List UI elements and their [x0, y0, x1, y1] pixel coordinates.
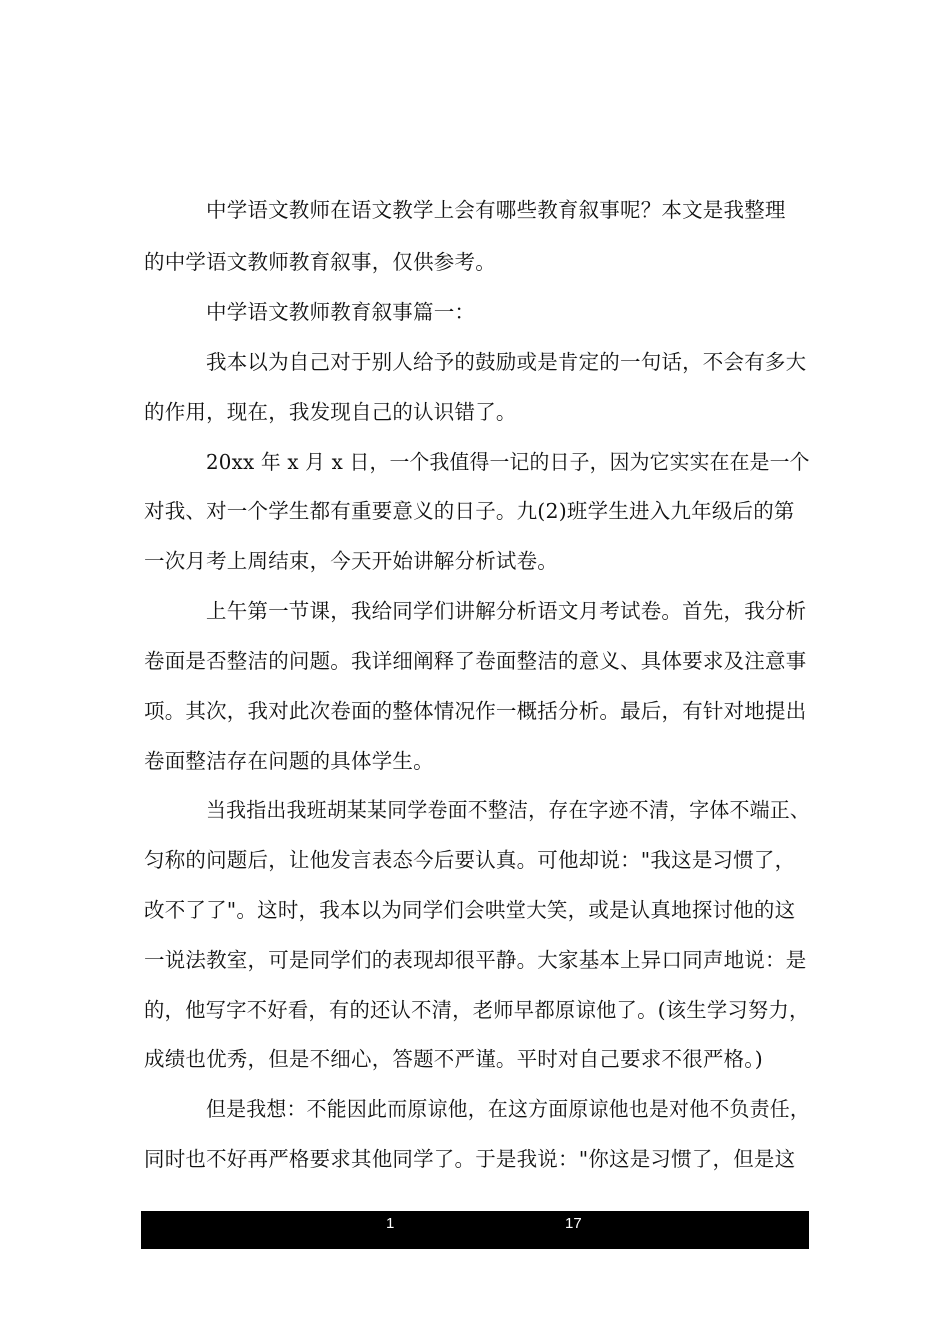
- text-line: 上午第一节课，我给同学们讲解分析语文月考试卷。首先，我分析: [206, 599, 807, 623]
- section-heading: 中学语文教师教育叙事篇一：: [206, 300, 476, 324]
- text-line: 同时也不好再严格要求其他同学了。于是我说："你这是习惯了，但是这: [144, 1147, 796, 1171]
- text-line: 一次月考上周结束，今天开始讲解分析试卷。: [144, 549, 558, 573]
- text-line: 匀称的问题后，让他发言表态今后要认真。可他却说："我这是习惯了，: [144, 848, 796, 872]
- text-line: 改不了了"。这时，我本以为同学们会哄堂大笑，或是认真地探讨他的这: [144, 898, 796, 922]
- text-line: 我本以为自己对于别人给予的鼓励或是肯定的一句话，不会有多大: [206, 350, 807, 374]
- text-line: 卷面整洁存在问题的具体学生。: [144, 749, 434, 773]
- text-line: 一说法教室，可是同学们的表现却很平静。大家基本上异口同声地说：是: [144, 948, 807, 972]
- text-line: 但是我想：不能因此而原谅他，在这方面原谅他也是对他不负责任，: [206, 1097, 810, 1121]
- text-line: 项。其次，我对此次卷面的整体情况作一概括分析。最后，有针对地提出: [144, 699, 807, 723]
- text-line: 成绩也优秀，但是不细心，答题不严谨。平时对自己要求不很严格。): [144, 1047, 763, 1071]
- total-pages: 17: [565, 1215, 582, 1232]
- text-line: 卷面是否整洁的问题。我详细阐释了卷面整洁的意义、具体要求及注意事: [144, 649, 807, 673]
- text-line: 对我、对一个学生都有重要意义的日子。九(2)班学生进入九年级后的第: [144, 499, 795, 523]
- text-line: 当我指出我班胡某某同学卷面不整洁，存在字迹不清，字体不端正、: [206, 798, 810, 822]
- text-line: 的，他写字不好看，有的还认不清，老师早都原谅他了。(该生学习努力，: [144, 998, 810, 1022]
- text-line: 中学语文教师在语文教学上会有哪些教育叙事呢？本文是我整理: [206, 198, 786, 222]
- page-footer-bar: [141, 1211, 809, 1249]
- text-line: 的作用，现在，我发现自己的认识错了。: [144, 400, 517, 424]
- text-line: 的中学语文教师教育叙事，仅供参考。: [144, 250, 496, 274]
- text-line: 20xx 年 x 月 x 日，一个我值得一记的日子，因为它实实在在是一个: [206, 450, 810, 474]
- page-number: 1: [386, 1215, 395, 1232]
